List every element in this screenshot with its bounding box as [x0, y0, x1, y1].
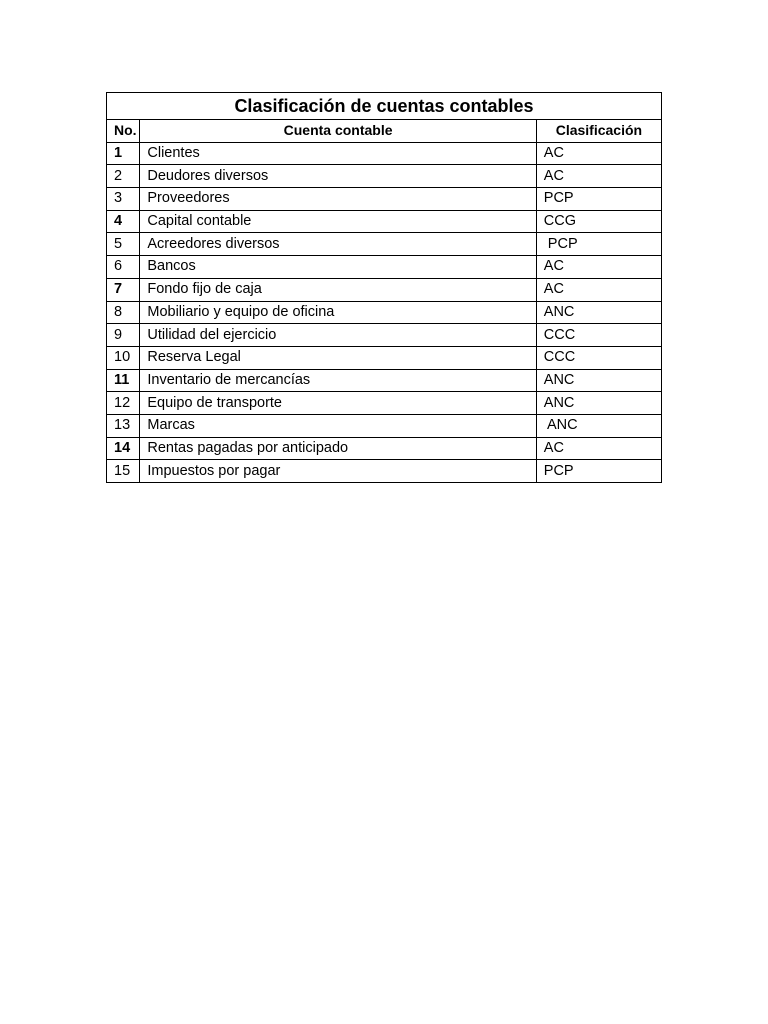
row-cuenta: Bancos: [140, 256, 536, 279]
table-row: [107, 301, 662, 324]
table-row: [107, 188, 662, 211]
table-header-row: [107, 120, 662, 143]
row-no: 1: [107, 142, 140, 165]
row-clasificacion: CCC: [536, 346, 661, 369]
row-no: 14: [107, 437, 140, 460]
row-no: 11: [107, 369, 140, 392]
row-cuenta: Fondo fijo de caja: [140, 278, 536, 301]
row-cuenta: Proveedores: [140, 188, 536, 211]
row-no: 9: [107, 324, 140, 347]
table-title-row: [107, 93, 662, 120]
row-cuenta: Utilidad del ejercicio: [140, 324, 536, 347]
table-row: [107, 460, 662, 483]
row-clasificacion: PCP: [536, 233, 661, 256]
row-clasificacion: ANC: [536, 369, 661, 392]
row-cuenta: Capital contable: [140, 210, 536, 233]
row-no: 6: [107, 256, 140, 279]
row-cuenta: Deudores diversos: [140, 165, 536, 188]
table-row: [107, 233, 662, 256]
row-clasificacion: AC: [536, 142, 661, 165]
header-cuenta: Cuenta contable: [140, 120, 536, 143]
row-cuenta: Inventario de mercancías: [140, 369, 536, 392]
table-row: [107, 346, 662, 369]
table-row: [107, 414, 662, 437]
row-cuenta: Equipo de transporte: [140, 392, 536, 415]
row-no: 3: [107, 188, 140, 211]
row-no: 10: [107, 346, 140, 369]
row-cuenta: Impuestos por pagar: [140, 460, 536, 483]
table-row: [107, 142, 662, 165]
row-clasificacion: CCC: [536, 324, 661, 347]
row-clasificacion: PCP: [536, 460, 661, 483]
row-cuenta: Reserva Legal: [140, 346, 536, 369]
table-row: [107, 369, 662, 392]
row-clasificacion: AC: [536, 278, 661, 301]
row-clasificacion: ANC: [536, 414, 661, 437]
row-no: 7: [107, 278, 140, 301]
row-no: 15: [107, 460, 140, 483]
row-no: 12: [107, 392, 140, 415]
table-row: [107, 324, 662, 347]
row-cuenta: Clientes: [140, 142, 536, 165]
table-row: [107, 392, 662, 415]
row-clasificacion: AC: [536, 165, 661, 188]
table-row: [107, 437, 662, 460]
row-no: 13: [107, 414, 140, 437]
row-clasificacion: PCP: [536, 188, 661, 211]
row-no: 4: [107, 210, 140, 233]
table-row: [107, 278, 662, 301]
table-row: [107, 256, 662, 279]
row-no: 2: [107, 165, 140, 188]
row-clasificacion: ANC: [536, 301, 661, 324]
row-no: 8: [107, 301, 140, 324]
row-cuenta: Mobiliario y equipo de oficina: [140, 301, 536, 324]
header-clasificacion: Clasificación: [536, 120, 661, 143]
row-clasificacion: ANC: [536, 392, 661, 415]
table-title: Clasificación de cuentas contables: [107, 93, 662, 120]
row-clasificacion: AC: [536, 256, 661, 279]
row-no: 5: [107, 233, 140, 256]
table-row: [107, 165, 662, 188]
header-no: No.: [107, 120, 140, 143]
row-clasificacion: AC: [536, 437, 661, 460]
row-cuenta: Acreedores diversos: [140, 233, 536, 256]
row-clasificacion: CCG: [536, 210, 661, 233]
accounts-classification-table: [106, 92, 662, 483]
row-cuenta: Marcas: [140, 414, 536, 437]
row-cuenta: Rentas pagadas por anticipado: [140, 437, 536, 460]
table-row: [107, 210, 662, 233]
